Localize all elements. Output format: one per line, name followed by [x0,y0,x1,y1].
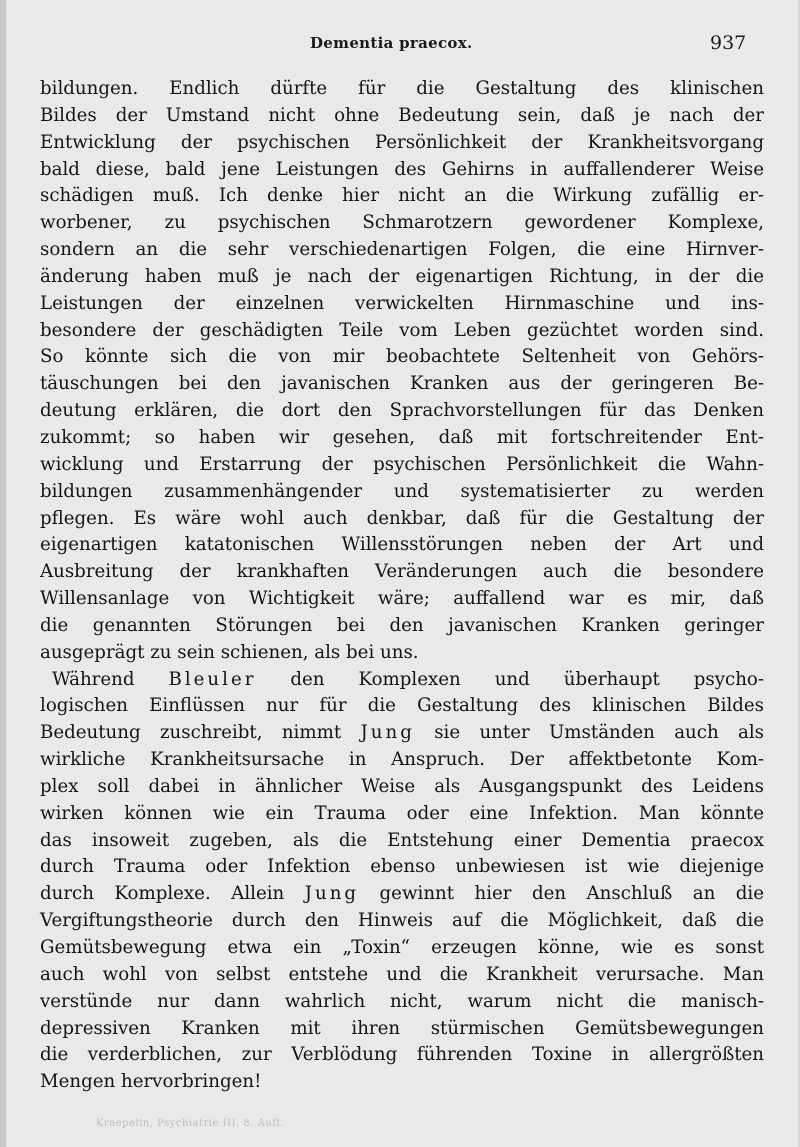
text-line: Ausbreitung der krankhaften Veränderungen auch die besondere [40,561,764,583]
text-line: wirkliche Krankheitsursache in Anspruch. Der affektbetonte Kom- [40,749,764,771]
page-number: 937 [710,32,747,54]
text-line: Leistungen der einzelnen verwickelten Hirnmaschine und ins- [40,292,764,314]
text-line: bildungen zusammenhängender und systematisierter zu werden [40,480,764,502]
text-line: So könnte sich die von mir beobachtete Seltenheit von Gehörs- [40,346,764,368]
running-title: Dementia praecox. [310,34,473,52]
text-line: die verderblichen, zur Verblödung führenden Toxine in allergrößten [40,1044,764,1066]
text-line: deutung erklären, die dort den Sprachvorstellungen für das Denken [40,400,764,422]
text-line: Bildes der Umstand nicht ohne Bedeutung sein, daß je nach der [40,104,764,126]
text-line: verstünde nur dann wahrlich nicht, warum nicht die manisch- [40,990,764,1012]
text-line: Gemütsbewegung etwa ein „Toxin“ erzeugen könne, wie es sonst [40,937,764,958]
text-line: wicklung und Erstarrung der psychischen Persönlichkeit die Wahn- [40,453,764,475]
text-line: bald diese, bald jene Leistungen des Gehirns in auffallenderer Weise [40,158,764,180]
text-line: Willensanlage von Wichtigkeit wäre; auffallend war es mir, daß [40,588,764,610]
text-line: wirken können wie ein Trauma oder eine Infektion. Man könnte [40,802,764,824]
text-line: das insoweit zugeben, als die Entstehung einer Dementia praecox [40,829,764,851]
paragraph-end-line: ausgeprägt zu sein schienen, als bei uns. [40,641,419,663]
paragraph-start-line: Während Bleuler den Komplexen und überhaupt psycho- [52,668,764,690]
text-line: bildungen. Endlich dürfte für die Gestaltung des klinischen [40,78,764,99]
text-line: pflegen. Es wäre wohl auch denkbar, daß für die Gestaltung der [40,507,764,529]
author-name: Jung [304,883,360,905]
text-line: Bedeutung zuschreibt, nimmt Jung sie unter Umständen auch als [40,722,764,744]
text-line: auch wohl von selbst entstehe und die Krankheit verursache. Man [40,963,764,985]
text-line: Entwicklung der psychischen Persönlichkeit der Krankheitsvorgang [40,131,764,153]
text-line: schädigen muß. Ich denke hier nicht an die Wirkung zufällig er- [40,185,764,207]
text-line: worbener, zu psychischen Schmarotzern gewordener Komplexe, [40,212,764,234]
text-line: täuschungen bei den javanischen Kranken aus der geringeren Be- [40,373,764,395]
text-line: sondern an die sehr verschiedenartigen Folgen, die eine Hirnver- [40,239,764,261]
text-line: zukommt; so haben wir gesehen, daß mit fortschreitender Ent- [40,426,764,448]
text-line: besondere der geschädigten Teile vom Leben gezüchtet worden sind. [40,319,764,341]
text-line: depressiven Kranken mit ihren stürmischen Gemütsbewegungen [40,1017,764,1039]
page-edge [0,0,6,1147]
book-page [6,0,798,1147]
author-name: Bleuler [168,668,257,690]
paragraph-end-line: Mengen hervorbringen! [40,1071,262,1093]
text-line: eigenartigen katatonischen Willensstörungen neben der Art und [40,534,764,556]
bleed-through-footer: Kraepelin, Psychiatrie III. 8. Aufl. [96,1118,284,1129]
text-line: Vergiftungstheorie durch den Hinweis auf die Möglichkeit, daß die [40,910,764,932]
text-line: plex soll dabei in ähnlicher Weise als Ausgangspunkt des Leidens [40,775,764,797]
text-line: logischen Einflüssen nur für die Gestaltung des klinischen Bildes [40,695,764,717]
text-line: änderung haben muß je nach der eigenartigen Richtung, in der die [40,265,764,287]
running-head [6,30,798,60]
text-line: durch Komplexe. Allein Jung gewinnt hier den Anschluß an die [40,883,764,905]
text-line: durch Trauma oder Infektion ebenso unbewiesen ist wie diejenige [40,856,764,878]
author-name: Jung [360,722,415,744]
text-line: die genannten Störungen bei den javanischen Kranken geringer [40,614,764,636]
body-text [40,76,764,1096]
